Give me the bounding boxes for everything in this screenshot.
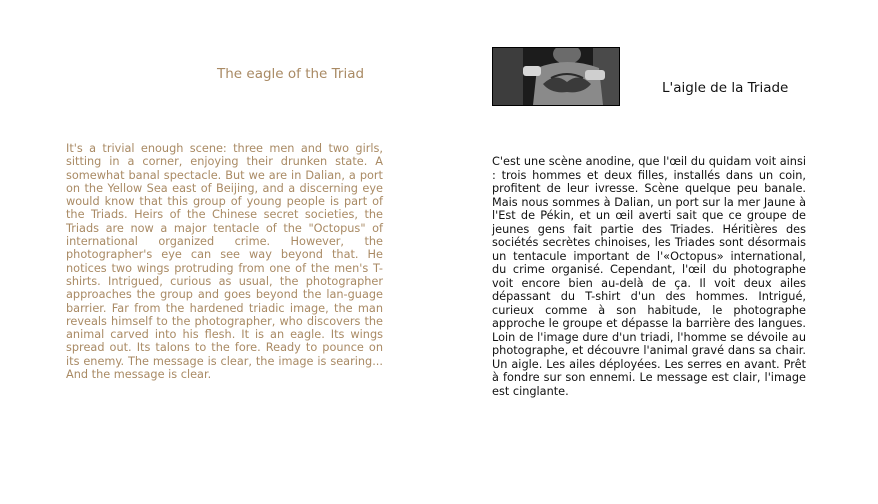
french-body-text: C'est une scène anodine, que l'œil du quidam voit ainsi : trois hommes et deux filles, installés dans un coin, profitent de leur ivresse. Scène quelque peu banale. Mais nous sommes à Dalian, un port sur la mer Jaune à l'Est de Pékin, et un œil averti sait que ce groupe de jeunes gens fait partie des Triades. Héritières des sociétés secrètes chinoises, les Triades sont désormais un tentacule important de l'«Octopus» international, du crime organisé. Cependant, l'œil du photographe voit encore bien au-delà de ça. Il voit deux ailes dépassant du T-shirt d'un des hommes. Intrigué, curieux comme à son habitude, le photographe approche le groupe et dépasse la barrière des langues. Loin de l'image dure d'un triadi, l'homme se dévoile au photographe, et découvre l'animal gravé dans sa chair. Un aigle. Les ailes déployées. Les serres en avant. Prêt à fondre sur son ennemi. Le message est clair, l'image est cinglante. [492,155,806,398]
english-body-text: It's a trivial enough scene: three men and two girls, sitting in a corner, enjoying their drunken state. A somewhat banal spectacle. But we are in Dalian, a port on the Yellow Sea east of Beijing, and a discerning eye would know that this group of young people is part of the Triads. Heirs of the Chinese secret societies, the Triads are now a major tentacle of the "Octopus" of international organized crime. However, the photographer's eye can see way beyond that. He notices two wings protruding from one of the men's T-shirts. Intrigued, curious as usual, the photographer approaches the group and goes beyond the lan-guage barrier. Far from the hardened triadic image, the man reveals himself to the photographer, who discovers the animal carved into his flesh. It is an eagle. Its wings spread out. Its talons to the fore. Ready to pounce on its enemy. The message is clear, the image is searing... And the message is clear. [66,142,383,382]
tattoo-photo [492,47,620,106]
english-title: The eagle of the Triad [217,66,365,82]
photo-illustration [493,48,619,105]
french-title: L'aigle de la Triade [662,80,789,96]
